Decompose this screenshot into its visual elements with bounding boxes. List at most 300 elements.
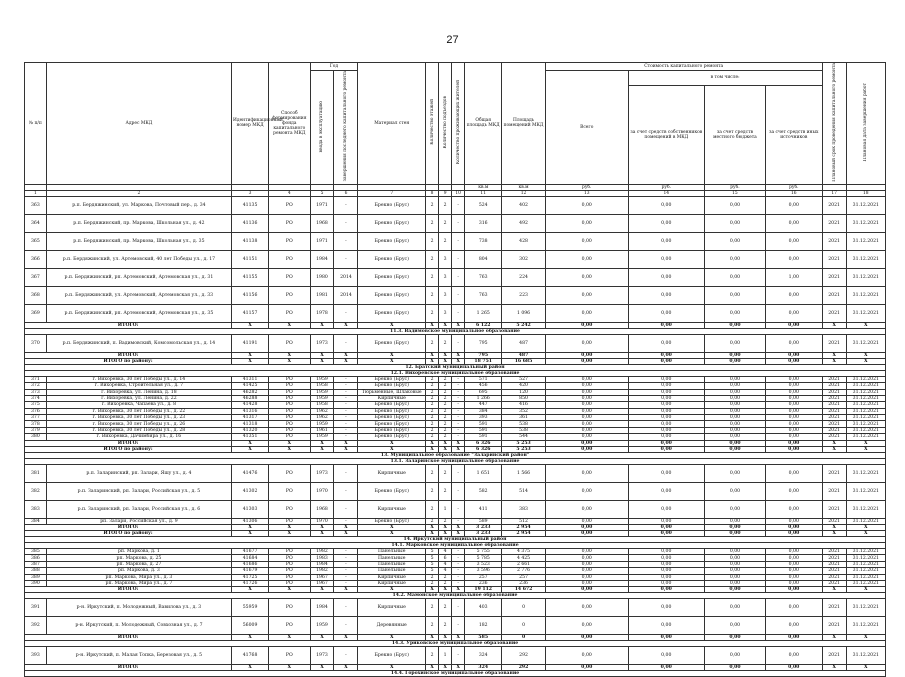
table-cell: 2021 [822, 561, 846, 567]
table-cell: 2021 [822, 580, 846, 586]
table-cell: - [452, 549, 465, 555]
total-label: ИТОГО: [25, 440, 232, 446]
table-cell: 41306 [232, 518, 269, 524]
total-cell: Х [232, 635, 269, 641]
table-cell: 1984 [310, 561, 334, 567]
table-cell: 2 [439, 617, 452, 635]
table-cell: 2021 [822, 286, 846, 304]
total-cell: 0,00 [628, 352, 704, 358]
unit-m2: кв.м [465, 184, 502, 190]
total-cell: 3 233 [465, 531, 502, 537]
total-cell: Х [269, 525, 310, 531]
total-cell: Х [452, 587, 465, 593]
table-cell: - [334, 427, 358, 433]
table-cell: 850 [502, 395, 546, 401]
table-cell: - [334, 415, 358, 421]
table-cell: 378 [25, 421, 47, 427]
table-cell: 2 [439, 232, 452, 250]
table-cell: 0,00 [545, 214, 628, 232]
table-cell: РО [269, 617, 310, 635]
total-cell: 0,00 [765, 665, 822, 671]
table-cell: 538 [502, 421, 546, 427]
table-cell: 41302 [232, 482, 269, 500]
table-cell: 31.12.2021 [846, 376, 885, 382]
table-cell: 582 [465, 482, 502, 500]
table-cell: 2 [426, 617, 439, 635]
column-number: 9 [439, 190, 452, 196]
table-cell: 46282 [232, 389, 269, 395]
table-cell: 524 [465, 196, 502, 214]
column-number: 10 [452, 190, 465, 196]
table-cell: 0,00 [545, 549, 628, 555]
table-cell: 0,00 [765, 464, 822, 482]
table-cell: 763 [465, 268, 502, 286]
table-cell: 402 [502, 196, 546, 214]
col-material-header: Материал стен [358, 63, 426, 185]
col-year-commission-header: ввода в эксплуатацию [319, 100, 325, 153]
table-cell: - [334, 434, 358, 440]
table-cell: 2 [439, 383, 452, 389]
table-cell: 763 [465, 286, 502, 304]
total-cell: 0,00 [545, 440, 628, 446]
col-incl-header: в том числе: [628, 71, 822, 86]
address-cell: р-н. Иркутский, п. Малая Топка, Березовая ул., д. 5 [46, 647, 231, 665]
total-cell: Х [358, 322, 426, 328]
table-cell: 447 [465, 402, 502, 408]
table-cell: 31.12.2021 [846, 574, 885, 580]
table-cell: 31.12.2021 [846, 286, 885, 304]
table-cell: 1 096 [502, 304, 546, 322]
table-cell: - [334, 561, 358, 567]
table-cell: 2 [426, 286, 439, 304]
table-cell: 2021 [822, 568, 846, 574]
table-cell: 0,00 [628, 268, 704, 286]
table-cell: РО [269, 464, 310, 482]
table-cell: - [452, 561, 465, 567]
total-cell: Х [310, 587, 334, 593]
table-cell: 257 [502, 574, 546, 580]
table-cell: 2 [426, 647, 439, 665]
table-cell: 2021 [822, 383, 846, 389]
table-cell: 2 [439, 574, 452, 580]
table-cell: 389 [25, 574, 47, 580]
table-cell: 4 [439, 549, 452, 555]
address-cell: г. Вихоревка, 30 лет Победы ул., д. 22 [46, 408, 231, 414]
table-cell: 2021 [822, 232, 846, 250]
table-cell: 2 [426, 232, 439, 250]
table-row [25, 617, 886, 635]
table-cell: - [334, 214, 358, 232]
total-cell: Х [232, 440, 269, 446]
table-cell: РО [269, 196, 310, 214]
table-cell: 0,00 [704, 232, 765, 250]
address-cell: г. Вихоревка, 30 лет Победы ул., д. 14 [46, 376, 231, 382]
table-cell: 804 [465, 250, 502, 268]
total-cell: Х [358, 440, 426, 446]
total-cell: Х [334, 358, 358, 364]
table-cell: - [452, 427, 465, 433]
table-cell: РО [269, 421, 310, 427]
total-cell: Х [310, 440, 334, 446]
table-cell: 0,00 [704, 434, 765, 440]
column-number: 14 [628, 190, 704, 196]
table-cell: 379 [25, 427, 47, 433]
table-cell: 1978 [310, 304, 334, 322]
table-cell: 4 425 [502, 555, 546, 561]
table-cell: - [334, 421, 358, 427]
section-heading: 13.1. Заларинское муниципальное образование [25, 458, 886, 464]
table-cell: РО [269, 518, 310, 524]
total-cell: Х [358, 665, 426, 671]
table-row [25, 500, 886, 518]
table-cell: РО [269, 268, 310, 286]
address-cell: рп. Маркова, д. 1 [46, 549, 231, 555]
table-cell: 373 [25, 389, 47, 395]
total-cell: 0,00 [545, 635, 628, 641]
table-cell: 0,00 [545, 580, 628, 586]
table-cell: РО [269, 395, 310, 401]
address-cell: р-н. Иркутский, п. Молодежный, Совхозная ул., д. 7 [46, 617, 231, 635]
table-cell: 591 [465, 427, 502, 433]
table-cell: 0,00 [765, 434, 822, 440]
table-cell: - [334, 383, 358, 389]
table-row [25, 214, 886, 232]
table-cell: 0,00 [765, 286, 822, 304]
total-cell: Х [310, 531, 334, 537]
table-cell: 0,00 [765, 427, 822, 433]
table-cell: РО [269, 647, 310, 665]
table-cell: Тюрьменные, Шлаковые [358, 389, 426, 395]
table-cell: 2 [439, 334, 452, 352]
total-cell: 324 [465, 665, 502, 671]
table-cell: 0,00 [545, 574, 628, 580]
address-cell: рп. Маркова, д. 3 [46, 568, 231, 574]
address-cell: р.п. Бердяжинский, рп. Артемовский, Артемовская ул., д. 31 [46, 268, 231, 286]
table-cell: 376 [25, 408, 47, 414]
table-cell: - [334, 376, 358, 382]
table-cell: 31.12.2021 [846, 617, 885, 635]
total-cell: Х [334, 446, 358, 452]
table-cell: 0,00 [628, 574, 704, 580]
table-cell: 0,00 [704, 268, 765, 286]
table-cell: 1968 [310, 214, 334, 232]
table-cell: 0,00 [628, 395, 704, 401]
table-cell: 390 [25, 580, 47, 586]
table-cell: 2 [426, 304, 439, 322]
table-cell: 31.12.2021 [846, 395, 885, 401]
table-cell: 41768 [232, 647, 269, 665]
table-cell: 0,00 [628, 334, 704, 352]
section-heading: 14.4. Горохинское муниципальное образование [25, 671, 886, 677]
table-cell: 31.12.2021 [846, 464, 885, 482]
total-cell: Х [334, 635, 358, 641]
table-cell: 1958 [310, 402, 334, 408]
table-cell: 0,00 [765, 568, 822, 574]
table-cell: 1973 [310, 334, 334, 352]
table-cell: 0,00 [704, 500, 765, 518]
table-cell: 2 [426, 580, 439, 586]
table-cell: 0,00 [704, 250, 765, 268]
col-premises-area-header: Площадь помещений МКД [502, 63, 546, 185]
table-cell: 31.12.2021 [846, 599, 885, 617]
table-cell: 41157 [232, 304, 269, 322]
table-cell: 368 [25, 286, 47, 304]
total-cell: Х [439, 635, 452, 641]
table-cell: 257 [465, 574, 502, 580]
table-cell: 403 [465, 599, 502, 617]
table-cell: 0,00 [545, 568, 628, 574]
table-cell: 31.12.2021 [846, 580, 885, 586]
table-cell: 31.12.2021 [846, 250, 885, 268]
table-cell: 411 [465, 500, 502, 518]
table-cell: 0,00 [765, 561, 822, 567]
total-cell: Х [269, 352, 310, 358]
table-cell: 0,00 [765, 395, 822, 401]
total-cell: 2 954 [502, 525, 546, 531]
total-cell: Х [846, 358, 885, 364]
total-cell: 0,00 [704, 525, 765, 531]
address-cell: р.п. Бердяжинский, ул. Маркова, Почтовый пер., д. 34 [46, 196, 231, 214]
table-cell: 0,00 [704, 389, 765, 395]
total-cell: Х [334, 525, 358, 531]
table-cell: 538 [502, 427, 546, 433]
table-cell: 41317 [232, 415, 269, 421]
total-cell: Х [439, 352, 452, 358]
total-cell: Х [310, 635, 334, 641]
table-cell: 0,00 [704, 482, 765, 500]
table-cell: 0,00 [628, 389, 704, 395]
table-cell: Брекно (Брус) [358, 232, 426, 250]
table-cell: 1967 [310, 574, 334, 580]
total-label: ИТОГО по району: [25, 446, 232, 452]
table-cell: 0,00 [545, 421, 628, 427]
table-cell: 2 [426, 434, 439, 440]
col-other-header: за счет средств иных источников [765, 85, 822, 184]
table-cell: 420 [502, 383, 546, 389]
table-cell: 0,00 [628, 402, 704, 408]
table-cell: 591 [465, 421, 502, 427]
address-cell: г. Вихоревка, ул. Ленина, д. 18 [46, 389, 231, 395]
table-cell: 0,00 [545, 647, 628, 665]
table-cell: 41476 [232, 464, 269, 482]
total-cell: Х [426, 587, 439, 593]
table-cell: 5 [426, 568, 439, 574]
table-cell: 2 [426, 196, 439, 214]
table-cell: РО [269, 574, 310, 580]
table-cell: - [452, 421, 465, 427]
table-cell: - [452, 482, 465, 500]
table-cell: 0,00 [704, 334, 765, 352]
table-cell: 1970 [310, 482, 334, 500]
table-cell: 393 [465, 415, 502, 421]
table-cell: 2021 [822, 415, 846, 421]
table-cell: - [334, 580, 358, 586]
total-cell: Х [426, 440, 439, 446]
table-cell: 0,00 [545, 304, 628, 322]
table-cell: 0,00 [545, 408, 628, 414]
table-cell: 31.12.2021 [846, 232, 885, 250]
table-cell: 1981 [310, 286, 334, 304]
table-cell: 41136 [232, 214, 269, 232]
table-cell: 31.12.2021 [846, 549, 885, 555]
table-cell: 41316 [232, 408, 269, 414]
total-cell: Х [452, 635, 465, 641]
total-cell: Х [310, 446, 334, 452]
table-cell: 366 [25, 250, 47, 268]
table-cell: 0,00 [704, 408, 765, 414]
table-cell: 375 [25, 402, 47, 408]
table-cell: 0,00 [765, 555, 822, 561]
total-cell: 6 326 [465, 440, 502, 446]
table-cell: 2 [439, 427, 452, 433]
total-cell: 0,00 [628, 440, 704, 446]
total-cell: Х [439, 665, 452, 671]
table-cell: 0,00 [704, 549, 765, 555]
col-num-header: № п/п [25, 63, 47, 185]
table-cell: РО [269, 415, 310, 421]
table-cell: РО [269, 482, 310, 500]
total-cell: 2 954 [502, 531, 546, 537]
table-cell: 380 [25, 434, 47, 440]
table-cell: 1983 [310, 555, 334, 561]
col-residents-header: Количество проживающих жителей [455, 80, 461, 165]
table-cell: 2 [426, 383, 439, 389]
address-cell: рп. Маркова, д. 27 [46, 561, 231, 567]
table-cell: 0,00 [765, 421, 822, 427]
table-cell: 393 [25, 647, 47, 665]
table-cell: 55959 [232, 599, 269, 617]
total-cell: 0,00 [765, 525, 822, 531]
table-cell: 456 [465, 383, 502, 389]
total-cell: Х [426, 322, 439, 328]
table-cell: 41156 [232, 286, 269, 304]
table-cell: 0,00 [765, 574, 822, 580]
table-cell: 1982 [310, 549, 334, 555]
table-cell: 0,00 [765, 402, 822, 408]
table-cell: - [452, 334, 465, 352]
table-cell: Брекно (Брус) [358, 421, 426, 427]
total-cell: 795 [465, 352, 502, 358]
table-cell: 1980 [310, 268, 334, 286]
table-cell: РО [269, 561, 310, 567]
address-cell: рп. Маркова, Мира ул., д. 7 [46, 580, 231, 586]
table-cell: - [452, 518, 465, 524]
table-cell: Панельные [358, 568, 426, 574]
table-cell: 2 [426, 250, 439, 268]
total-cell: 0,00 [704, 635, 765, 641]
table-cell: - [452, 647, 465, 665]
table-row [25, 232, 886, 250]
table-cell: 2014 [334, 286, 358, 304]
col-cadastral-header: Идентификационный номер МКД [232, 63, 269, 185]
table-cell: 2 [439, 580, 452, 586]
unit-m2: кв.м [502, 184, 546, 190]
table-cell: - [452, 395, 465, 401]
table-cell: 367 [25, 268, 47, 286]
table-cell: 0,00 [628, 568, 704, 574]
table-cell: 0,00 [704, 647, 765, 665]
table-cell: 3 [439, 286, 452, 304]
table-cell: - [334, 518, 358, 524]
table-cell: 0,00 [545, 464, 628, 482]
table-cell: 365 [25, 232, 47, 250]
table-cell: - [334, 389, 358, 395]
table-cell: 386 [25, 555, 47, 561]
total-cell: 0,00 [704, 446, 765, 452]
table-cell: - [452, 389, 465, 395]
table-cell: 2 [439, 464, 452, 482]
table-cell: - [334, 555, 358, 561]
table-cell: Брекно (Брус) [358, 304, 426, 322]
table-cell: - [452, 500, 465, 518]
table-cell: 416 [502, 402, 546, 408]
table-cell: 0,00 [545, 376, 628, 382]
table-cell: 1 566 [502, 464, 546, 482]
table-cell: 31.12.2021 [846, 268, 885, 286]
total-cell: Х [822, 525, 846, 531]
total-cell: 0,00 [545, 665, 628, 671]
column-number: 3 [232, 190, 269, 196]
table-cell: - [452, 376, 465, 382]
total-cell: Х [426, 352, 439, 358]
total-label: ИТОГО по району: [25, 358, 232, 364]
table-cell: 0,00 [704, 574, 765, 580]
table-cell: РО [269, 568, 310, 574]
table-cell: 0,00 [628, 383, 704, 389]
table-cell: 2021 [822, 334, 846, 352]
table-cell: 2021 [822, 196, 846, 214]
table-cell: РО [269, 383, 310, 389]
table-cell: 292 [502, 647, 546, 665]
table-body [25, 196, 886, 677]
column-number: 12 [502, 190, 546, 196]
table-cell: 487 [502, 334, 546, 352]
table-cell: 695 [465, 389, 502, 395]
table-cell: - [452, 464, 465, 482]
table-cell: 0,00 [628, 500, 704, 518]
table-cell: 527 [502, 376, 546, 382]
total-cell: 18 751 [465, 358, 502, 364]
table-cell: 0,00 [628, 518, 704, 524]
table-cell: Брекно (Брус) [358, 196, 426, 214]
column-number: 16 [765, 190, 822, 196]
total-cell: Х [269, 531, 310, 537]
table-cell: 182 [465, 617, 502, 635]
total-cell: Х [426, 531, 439, 537]
table-cell: РО [269, 250, 310, 268]
table-cell: РО [269, 402, 310, 408]
table-cell: 2021 [822, 434, 846, 440]
col-cost-header: Стоимость капитального ремонта [545, 63, 822, 71]
total-cell: Х [334, 352, 358, 358]
table-cell: 0,00 [545, 561, 628, 567]
table-cell: 388 [25, 568, 47, 574]
total-cell: 0,00 [545, 587, 628, 593]
total-cell: Х [822, 352, 846, 358]
table-cell: 795 [465, 334, 502, 352]
table-cell: 2021 [822, 617, 846, 635]
total-cell: Х [269, 440, 310, 446]
table-cell: 41679 [232, 568, 269, 574]
col-entrances-header: Количество подъездов [442, 96, 448, 149]
total-label: ИТОГО: [25, 665, 232, 671]
table-cell: - [452, 599, 465, 617]
table-cell: 5 755 [465, 549, 502, 555]
table-cell: РО [269, 500, 310, 518]
table-cell: 377 [25, 415, 47, 421]
total-cell: Х [452, 358, 465, 364]
table-cell: - [452, 304, 465, 322]
